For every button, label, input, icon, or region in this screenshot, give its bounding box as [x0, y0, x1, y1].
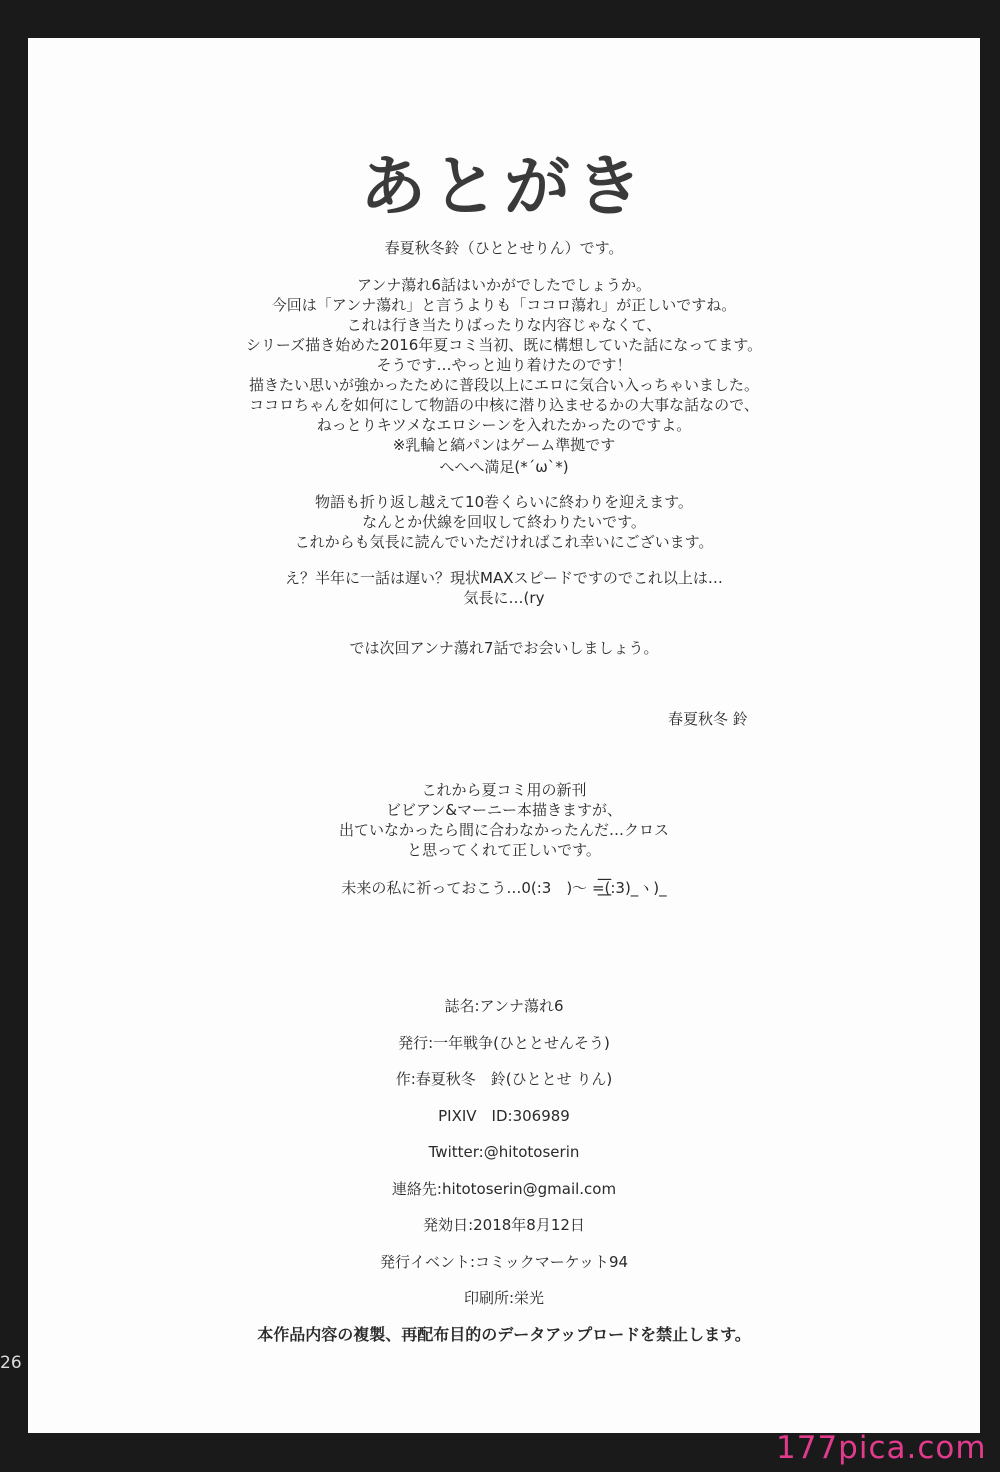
text-line: 描きたい思いが強かったために普段以上にエロに気合い入っちゃいました。 [248, 376, 759, 394]
colophon-date: 発効日:2018年8月12日 [423, 1216, 585, 1234]
text-line: 未来の私に祈っておこう…0(:3 )〜 =͟͟͞͞(:3)_ヽ)_ [341, 879, 667, 897]
afterword-block-2 [28, 457, 980, 477]
text-line: ねっとりキツメなエロシーンを入れたかったのですよ。 [316, 416, 692, 434]
signature: 春夏秋冬 鈴 [668, 710, 748, 728]
document-sheet [28, 38, 980, 1433]
colophon-publisher: 発行:一年戦争(ひととせんそう) [398, 1033, 610, 1052]
afterword-block-6 [28, 780, 980, 860]
page-number: 26 [0, 1353, 22, 1373]
text-line: では次回アンナ蕩れ7話でお会いしましょう。 [349, 639, 659, 657]
colophon-author: 作:春夏秋冬 鈴(ひととせ りん) [395, 1070, 613, 1088]
afterword-block-4 [28, 568, 980, 608]
intro-line: 春夏秋冬鈴（ひととせりん）です。 [384, 239, 624, 257]
afterword-block-5 [28, 638, 980, 658]
text-line: ※乳輪と縞パンはゲーム準拠です [392, 436, 616, 454]
afterword-block-1 [28, 275, 980, 455]
afterword-block-3 [28, 492, 980, 552]
text-line: ビビアン&マーニー本描きますが、 [385, 801, 623, 819]
text-line: 出ていなかったら間に合わなかったんだ…クロス [338, 821, 669, 839]
afterword-intro [28, 238, 980, 258]
colophon-printer: 印刷所:栄光 [463, 1289, 545, 1307]
text-line: へへへ満足(*´ω`*) [439, 458, 569, 476]
text-line: これから夏コミ用の新刊 [421, 781, 587, 799]
colophon-event: 発行イベント:コミックマーケット94 [379, 1252, 629, 1271]
text-line: これは行き当たりばったりな内容じゃなくて、 [346, 316, 662, 334]
text-line: 今回は「アンナ蕩れ」と言うよりも「ココロ蕩れ」が正しいですね。 [271, 296, 737, 314]
text-line: 気長に…(ry [463, 589, 545, 607]
text-line: これからも気長に読んでいただければこれ幸いにございます。 [294, 533, 714, 551]
afterword-block-7 [28, 878, 980, 898]
text-line: そうです…やっと辿り着けたのです！ [376, 356, 632, 374]
colophon-twitter: Twitter:@hitotoserin [428, 1143, 580, 1161]
text-line: え？半年に一話は遅い？現状MAXスピードですのでこれ以上は… [285, 569, 723, 587]
text-line: ココロちゃんを如何にして物語の中核に潜り込ませるかの大事な話なので、 [249, 396, 759, 414]
copyright-notice: 本作品内容の複製、再配布目的のデータアップロードを禁止します。 [257, 1324, 751, 1344]
text-line: なんとか伏線を回収して終わりたいです。 [362, 513, 646, 531]
text-line: 物語も折り返し越えて10巻くらいに終わりを迎えます。 [315, 493, 693, 511]
site-watermark: 177pica.com [776, 1430, 987, 1466]
colophon-contact: 連絡先:hitotoserin@gmail.com [391, 1179, 617, 1198]
colophon [28, 988, 980, 1353]
page-title: あとがき [360, 148, 648, 225]
text-line: アンナ蕩れ6話はいかがでしたでしょうか。 [357, 276, 651, 294]
text-line: と思ってくれて正しいです。 [407, 841, 601, 859]
text-line: シリーズ描き始めた2016年夏コミ当初、既に構想していた話になってます。 [245, 336, 763, 354]
colophon-pixiv: PIXIV ID:306989 [438, 1106, 570, 1125]
colophon-title: 誌名:アンナ蕩れ6 [444, 997, 564, 1015]
